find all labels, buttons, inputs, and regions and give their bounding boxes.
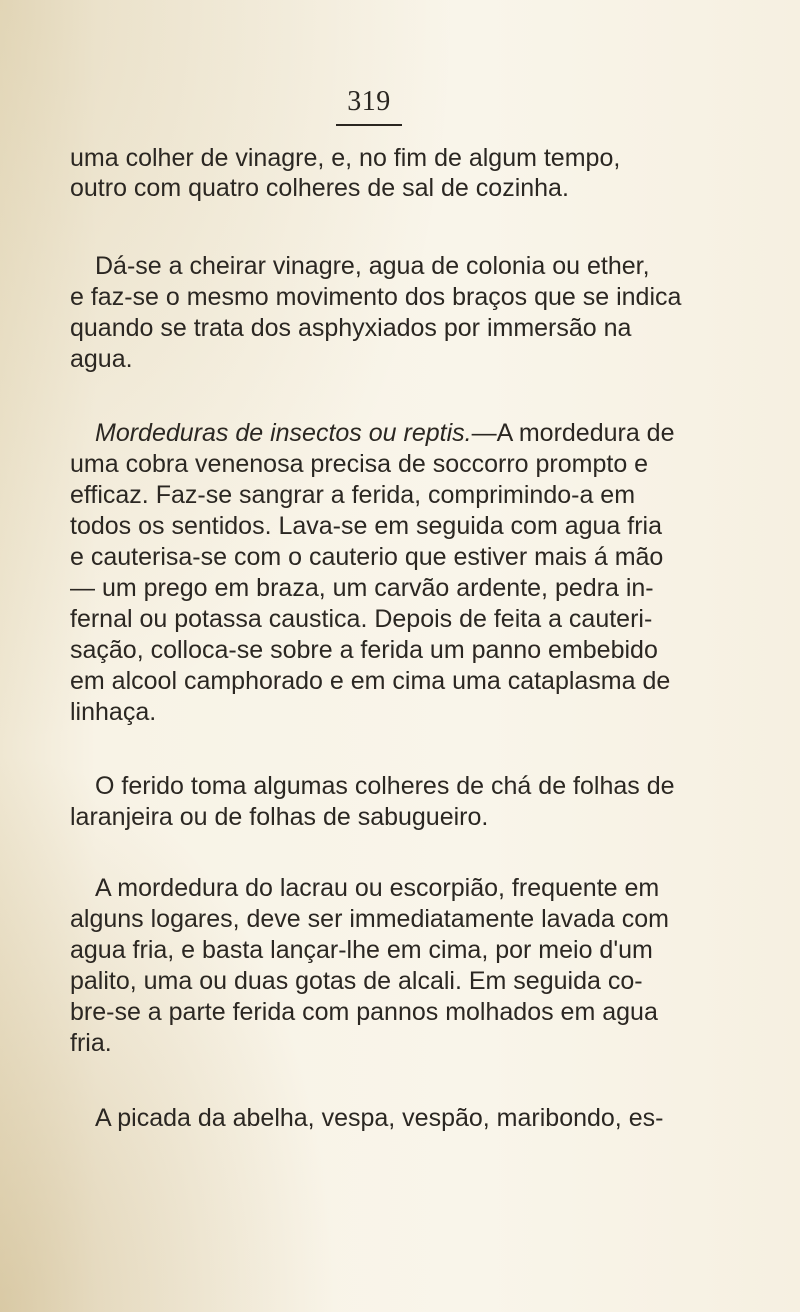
text-line: fria. — [70, 1029, 112, 1057]
text-line: palito, uma ou duas gotas de alcali. Em seguida co- — [70, 967, 643, 995]
text-line: fernal ou potassa caustica. Depois de feita a cauteri- — [70, 605, 653, 633]
text-line: Mordeduras de insectos ou reptis.—A mordedura de — [95, 419, 675, 447]
text-line: todos os sentidos. Lava-se em seguida com agua fria — [70, 512, 663, 540]
text-line: em alcool camphorado e em cima uma cataplasma de — [70, 667, 671, 695]
text-line: efficaz. Faz-se sangrar a ferida, comprimindo-a em — [70, 481, 636, 509]
text-line: Dá-se a cheirar vinagre, agua de colonia ou ether, — [95, 252, 650, 280]
text-line: A picada da abelha, vespa, vespão, maribondo, es- — [95, 1104, 664, 1132]
text-line: outro com quatro colheres de sal de cozinha. — [70, 174, 569, 202]
text-line: A mordedura do lacrau ou escorpião, frequente em — [95, 874, 660, 902]
text-line: agua. — [70, 345, 133, 373]
text-line: bre-se a parte ferida com pannos molhados em agua — [70, 998, 658, 1026]
text-line: sação, colloca-se sobre a ferida um panno embebido — [70, 636, 658, 664]
text-line: — um prego em braza, um carvão ardente, pedra in- — [70, 574, 654, 602]
text-line: uma cobra venenosa precisa de soccorro prompto e — [70, 450, 649, 478]
text-line: e faz-se o mesmo movimento dos braços que se indica — [70, 283, 682, 311]
text-line: e cauterisa-se com o cauterio que estiver mais á mão — [70, 543, 664, 571]
text-line: uma colher de vinagre, e, no fim de algum tempo, — [70, 144, 621, 172]
page-number: 319 — [347, 86, 391, 117]
section-heading: Mordeduras de insectos ou reptis. — [95, 419, 472, 447]
page-number-underline — [336, 124, 402, 126]
text-line: linhaça. — [70, 698, 157, 726]
text-line: laranjeira ou de folhas de sabugueiro. — [70, 803, 489, 831]
text-line: agua fria, e basta lançar-lhe em cima, por meio d'um — [70, 936, 653, 964]
text-line: alguns logares, deve ser immediatamente lavada com — [70, 905, 669, 933]
text-line: quando se trata dos asphyxiados por immersão na — [70, 314, 632, 342]
text-line: O ferido toma algumas colheres de chá de folhas de — [95, 772, 675, 800]
